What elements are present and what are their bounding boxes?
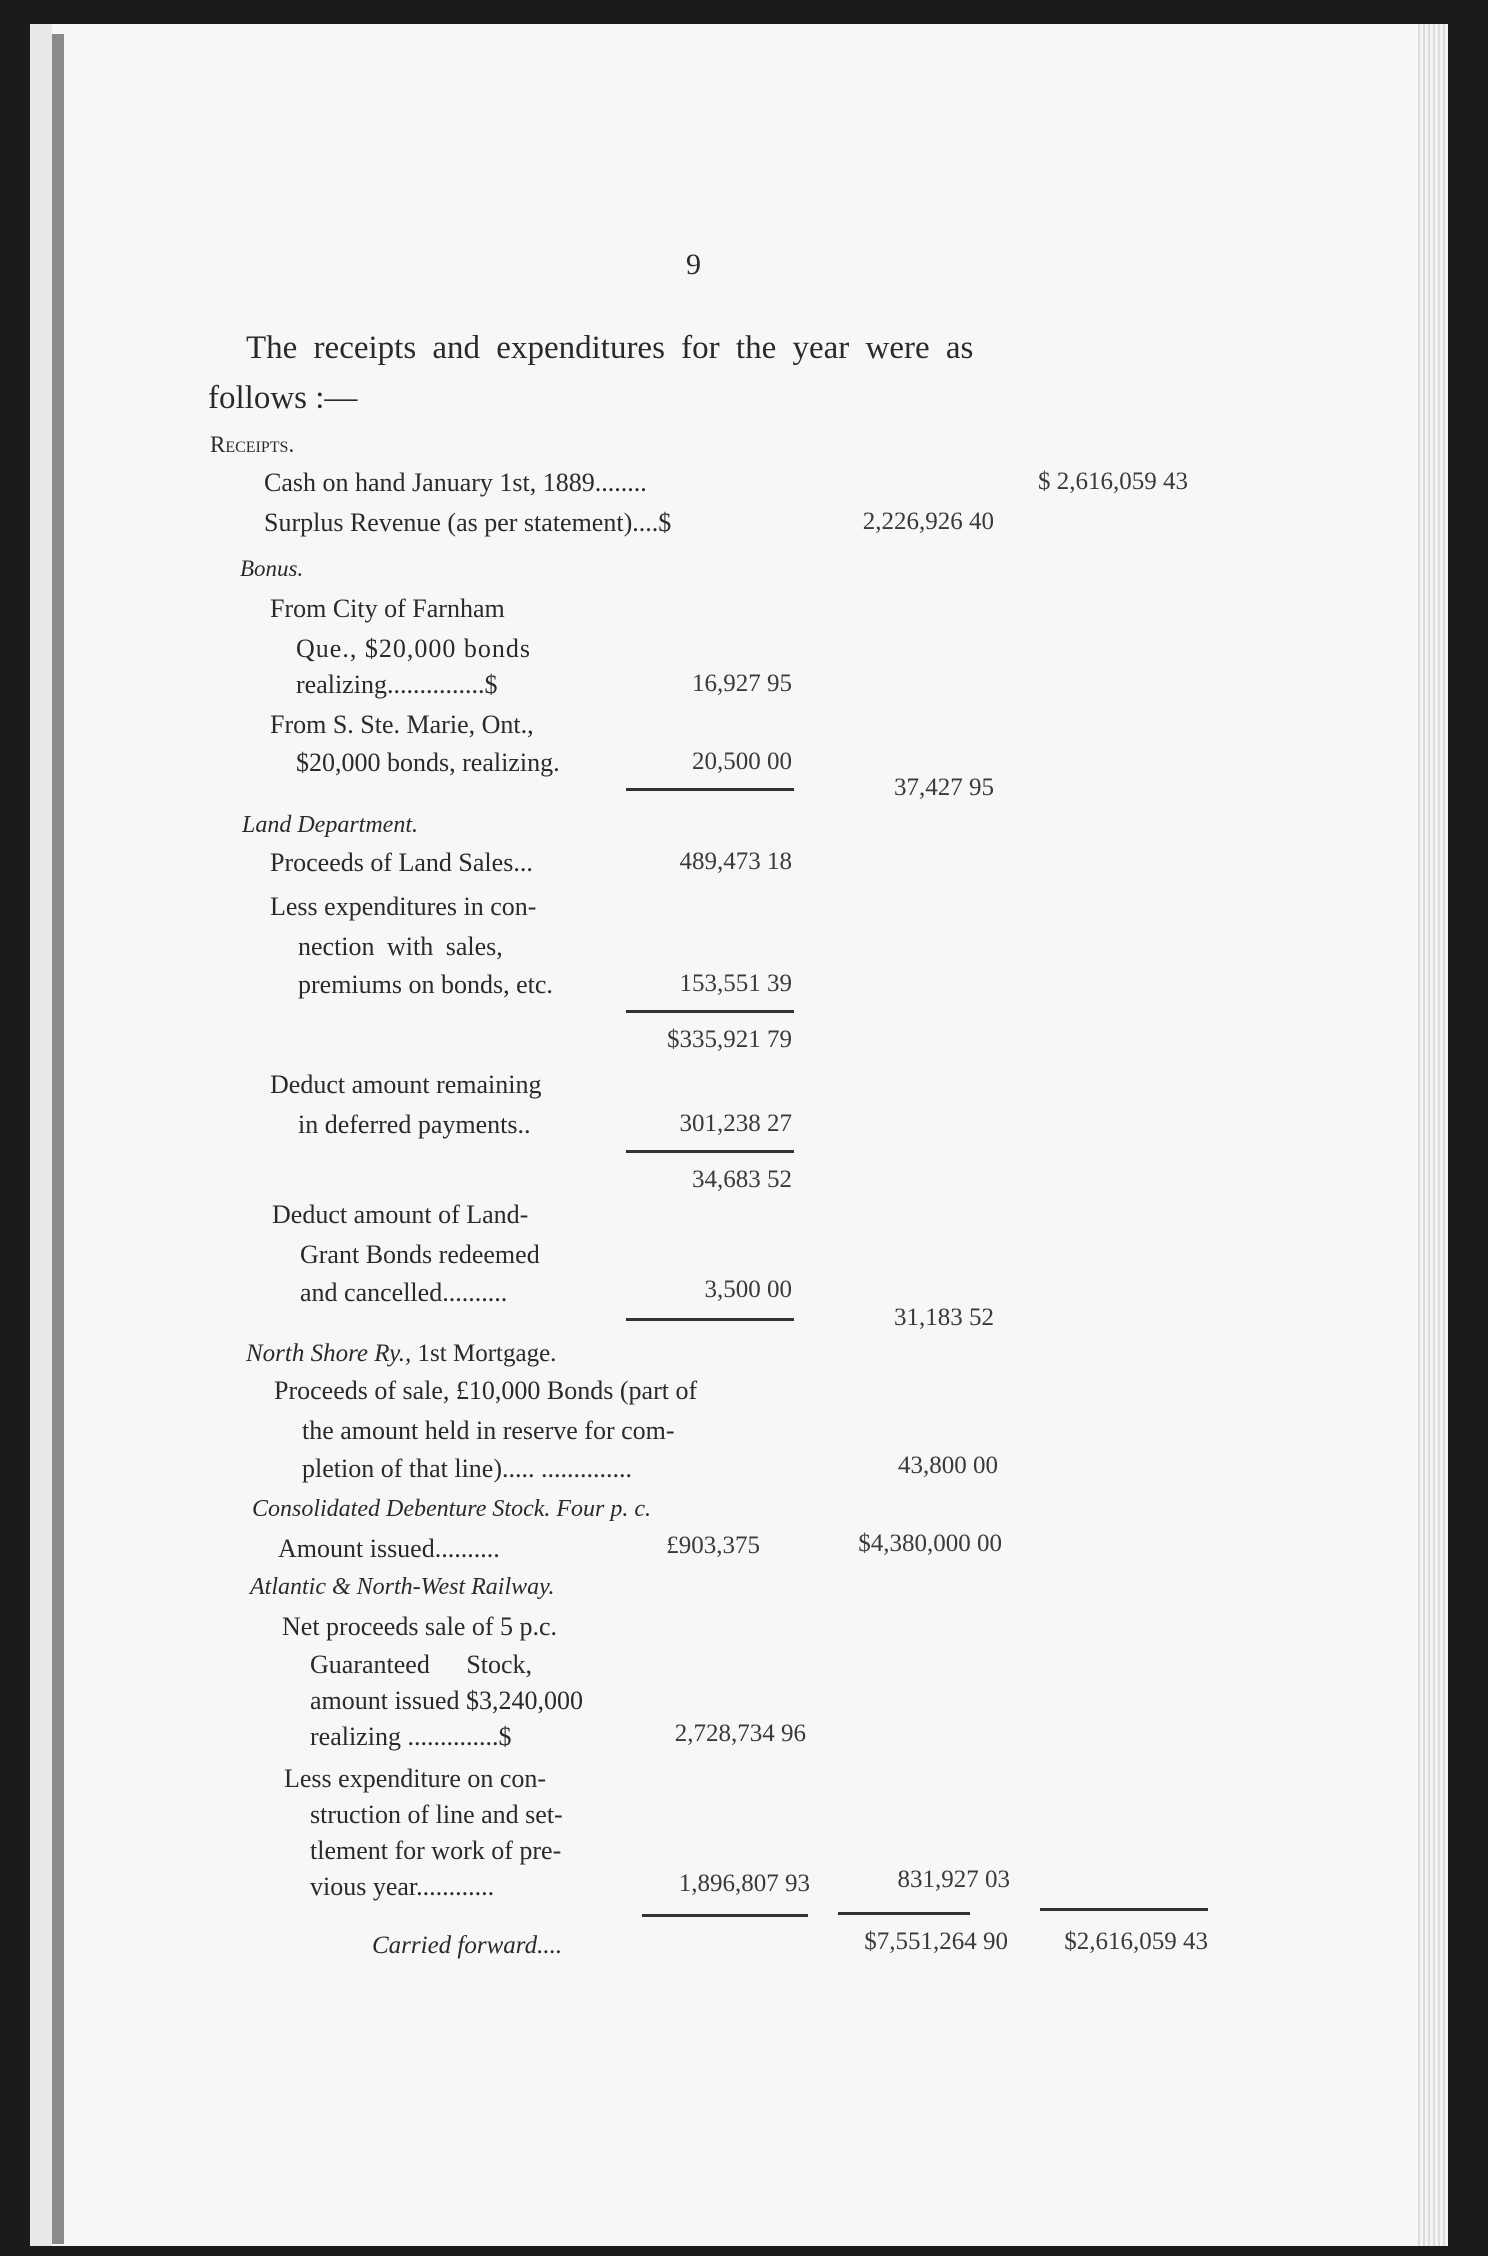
north-shore-line-3: pletion of that line)..... .............. bbox=[302, 1454, 633, 1483]
land-deferred-line-2: in deferred payments.. bbox=[298, 1110, 531, 1139]
bonus-heading: Bonus. bbox=[240, 556, 304, 581]
receipts-heading: Receipts. bbox=[210, 432, 295, 457]
cash-amount: $ 2,616,059 43 bbox=[1038, 468, 1188, 495]
atlantic-total: 831,927 03 bbox=[897, 1866, 1010, 1893]
land-less-line-2: nection with sales, bbox=[298, 932, 503, 961]
land-bonds-line-2: Grant Bonds redeemed bbox=[300, 1240, 540, 1269]
land-rule-1 bbox=[626, 1010, 794, 1013]
bonus-sum-rule bbox=[626, 788, 794, 791]
land-deferred-amount: 301,238 27 bbox=[679, 1110, 792, 1137]
consolidated-heading: Consolidated Debenture Stock. Four p. c. bbox=[252, 1496, 652, 1522]
page-binding-edge bbox=[52, 34, 64, 2244]
atlantic-heading: Atlantic & North-West Railway. bbox=[250, 1574, 555, 1600]
consolidated-label: Amount issued.......... bbox=[278, 1534, 500, 1563]
atlantic-net-line-1: Net proceeds sale of 5 p.c. bbox=[282, 1612, 558, 1641]
atlantic-net-amount: 2,728,734 96 bbox=[674, 1720, 806, 1747]
intro-line-2: follows :— bbox=[208, 380, 358, 416]
land-proceeds-amount: 489,473 18 bbox=[679, 848, 792, 875]
land-less-line-3: premiums on bonds, etc. bbox=[298, 970, 553, 999]
atlantic-less-line-4: vious year............ bbox=[310, 1872, 495, 1901]
north-shore-heading-name: North Shore Ry., bbox=[246, 1340, 412, 1367]
land-sub: 34,683 52 bbox=[692, 1166, 792, 1193]
surplus-amount: 2,226,926 40 bbox=[862, 508, 994, 535]
surplus-label: Surplus Revenue (as per statement)....$ bbox=[264, 508, 672, 537]
soo-line-2: $20,000 bonds, realizing. bbox=[296, 748, 560, 777]
consolidated-pounds: £903,375 bbox=[666, 1532, 760, 1559]
consolidated-amount: $4,380,000 00 bbox=[858, 1530, 1002, 1557]
north-shore-heading bbox=[246, 1340, 556, 1368]
land-rule-2 bbox=[626, 1150, 794, 1153]
land-less-line-1: Less expenditures in con- bbox=[270, 892, 537, 921]
cash-label: Cash on hand January 1st, 1889........ bbox=[264, 468, 647, 497]
land-less-amount: 153,551 39 bbox=[679, 970, 792, 997]
north-shore-amount: 43,800 00 bbox=[898, 1452, 998, 1479]
soo-amount: 20,500 00 bbox=[692, 748, 792, 775]
atlantic-net-line-4: realizing ..............$ bbox=[310, 1722, 512, 1751]
north-shore-line-2: the amount held in reserve for com- bbox=[302, 1416, 675, 1445]
col3-sum-rule bbox=[1040, 1908, 1208, 1911]
land-total: 31,183 52 bbox=[894, 1304, 994, 1331]
land-rule-3 bbox=[626, 1318, 794, 1321]
farnham-line-3: realizing...............$ bbox=[296, 670, 498, 699]
farnham-amount: 16,927 95 bbox=[692, 670, 792, 697]
north-shore-heading-rest: 1st Mortgage. bbox=[411, 1340, 557, 1367]
carried-label: Carried forward.... bbox=[372, 1932, 563, 1959]
land-deferred-line-1: Deduct amount remaining bbox=[270, 1070, 542, 1099]
land-proceeds-label: Proceeds of Land Sales... bbox=[270, 848, 533, 877]
atlantic-less-line-2: struction of line and set- bbox=[310, 1800, 563, 1829]
page-gutter bbox=[30, 24, 52, 2246]
land-net: $335,921 79 bbox=[667, 1026, 792, 1053]
carried-col2: $7,551,264 90 bbox=[864, 1928, 1008, 1955]
atlantic-rule bbox=[642, 1914, 808, 1917]
page-fore-edge bbox=[1418, 24, 1448, 2246]
land-heading: Land Department. bbox=[242, 812, 418, 838]
soo-line-1: From S. Ste. Marie, Ont., bbox=[270, 710, 534, 739]
atlantic-less-amount: 1,896,807 93 bbox=[678, 1870, 810, 1897]
atlantic-less-line-1: Less expenditure on con- bbox=[284, 1764, 547, 1793]
page-number: 9 bbox=[686, 248, 701, 281]
col2-sum-rule bbox=[838, 1912, 970, 1915]
land-bonds-line-1: Deduct amount of Land- bbox=[272, 1200, 529, 1229]
land-bonds-amount: 3,500 00 bbox=[704, 1276, 792, 1303]
farnham-line-1: From City of Farnham bbox=[270, 594, 505, 623]
bonus-total: 37,427 95 bbox=[894, 774, 994, 801]
atlantic-less-line-3: tlement for work of pre- bbox=[310, 1836, 562, 1865]
atlantic-net-line-3: amount issued $3,240,000 bbox=[310, 1686, 583, 1715]
land-bonds-line-3: and cancelled.......... bbox=[300, 1278, 508, 1307]
carried-col3: $2,616,059 43 bbox=[1064, 1928, 1208, 1955]
atlantic-net-line-2: Guaranteed Stock, bbox=[310, 1650, 533, 1679]
intro-line-1: The receipts and expenditures for the year were as bbox=[246, 330, 974, 366]
north-shore-line-1: Proceeds of sale, £10,000 Bonds (part of bbox=[274, 1376, 698, 1405]
farnham-line-2: Que., $20,000 bonds bbox=[296, 634, 531, 663]
